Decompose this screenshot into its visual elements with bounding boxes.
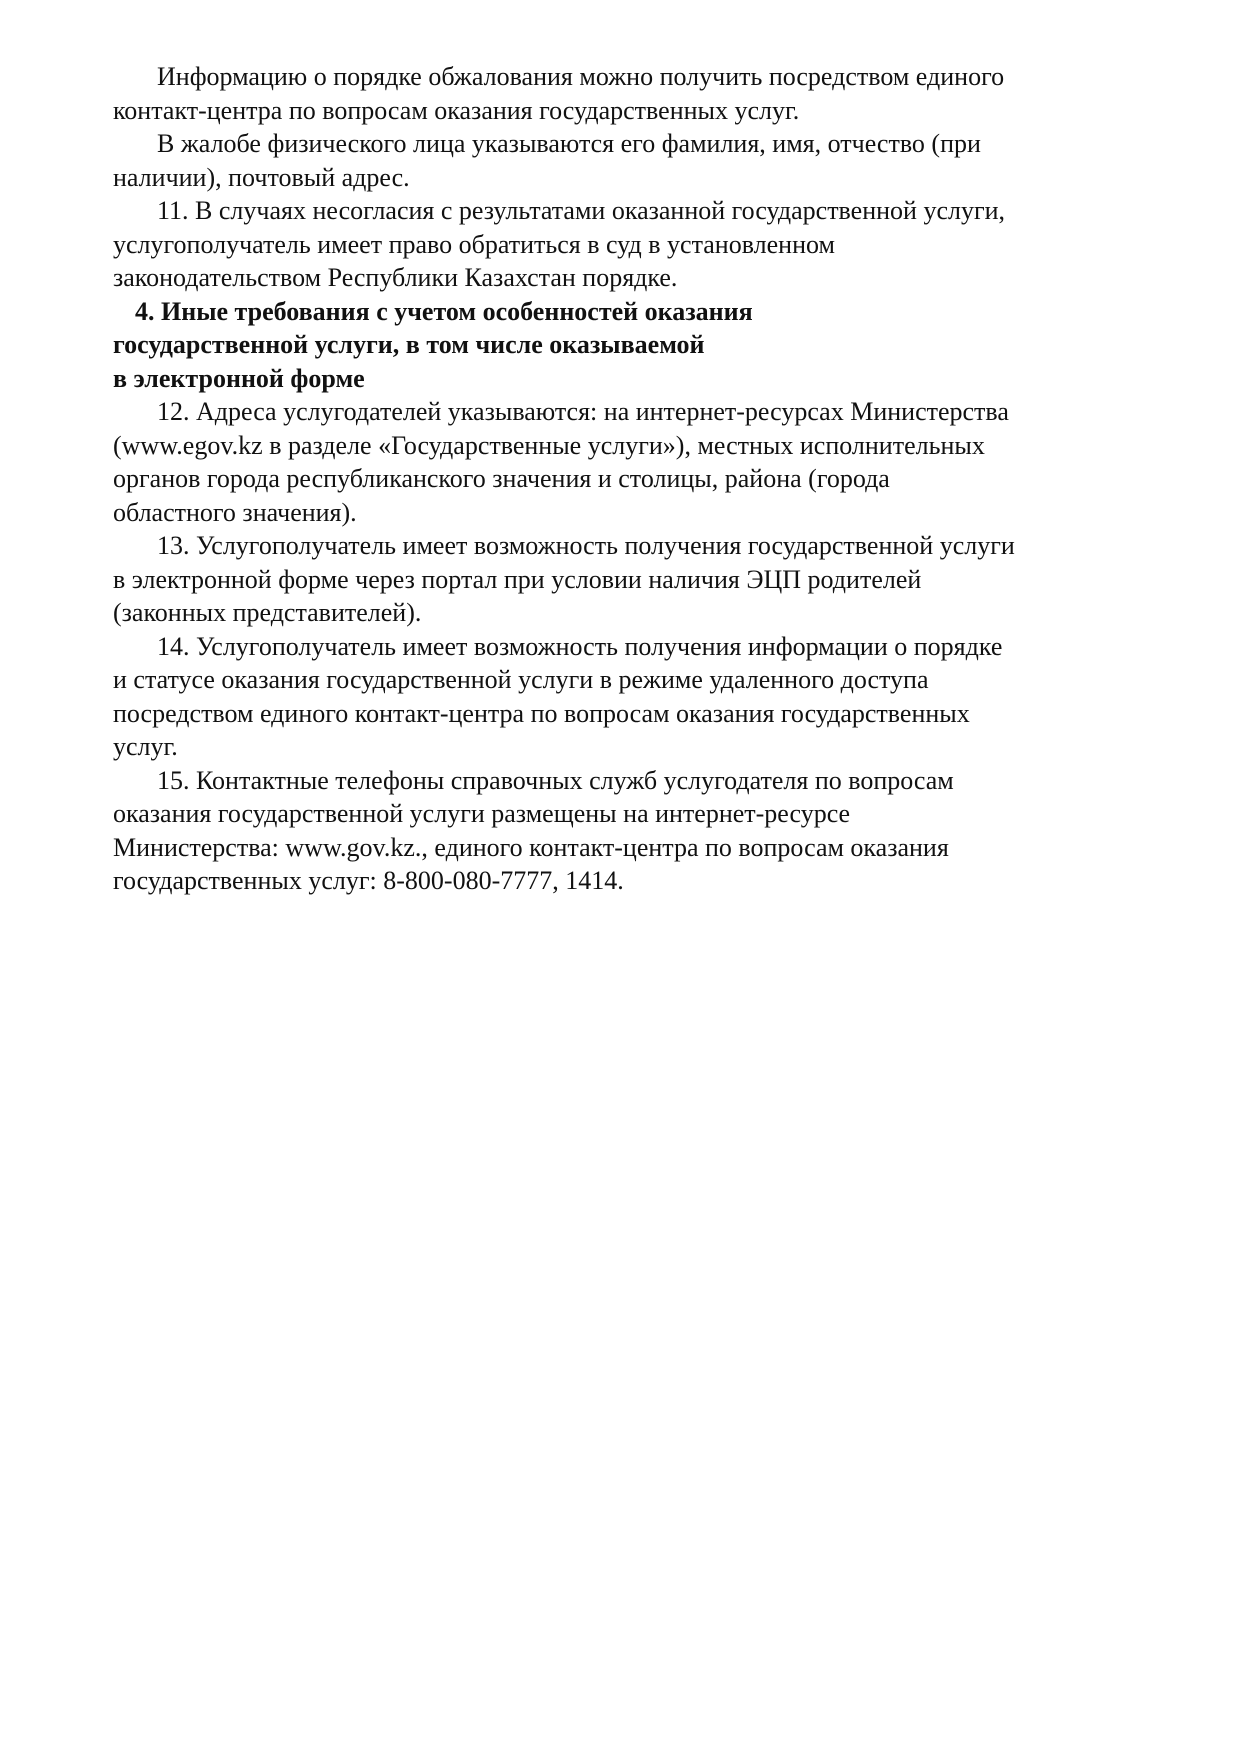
paragraph-11-court: 11. В случаях несогласия с результатами оказанной государственной услуги, услугополучатель имеет право обратиться в суд в установленном законодательством Республики Казахстан порядке. — [113, 196, 1006, 292]
paragraph-14-remote-access: 14. Услугополучатель имеет возможность получения информации о порядке и статусе оказания государственной услуги в режиме удаленного доступа посредством единого контакт-центра по вопросам оказания государственных услуг. — [113, 631, 1003, 761]
paragraph-12-addresses: 12. Адреса услугодателей указываются: на интернет-ресурсах Министерства (www.egov.kz в разделе «Государственные услуги»), местных исполнительных органов города республиканского значения и столицы, района (города областного значения). — [113, 397, 1009, 527]
paragraph-13-electronic: 13. Услугополучатель имеет возможность получения государственной услуги в электронной форме через портал при условии наличия ЭЦП родителей (законных представителей). — [113, 531, 1015, 627]
section-heading-4: 4. Иные требования с учетом особенностей оказания государственной услуги, в том числе оказываемой в электронной форме — [113, 296, 753, 393]
paragraph-complaint-details: В жалобе физического лица указываются его фамилия, имя, отчество (при наличии), почтовый адрес. — [113, 129, 981, 192]
paragraph-appeal-info: Информацию о порядке обжалования можно получить посредством единого контакт-центра по вопросам оказания государственных услуг. — [113, 62, 1005, 125]
document-page — [113, 60, 1133, 898]
paragraph-15-contacts: 15. Контактные телефоны справочных служб услугодателя по вопросам оказания государственной услуги размещены на интернет-ресурсе Министерства: www.gov.kz., единого контакт-центра по вопросам оказания государственных услуг: 8-800-080-7777, 1414. — [113, 765, 954, 895]
